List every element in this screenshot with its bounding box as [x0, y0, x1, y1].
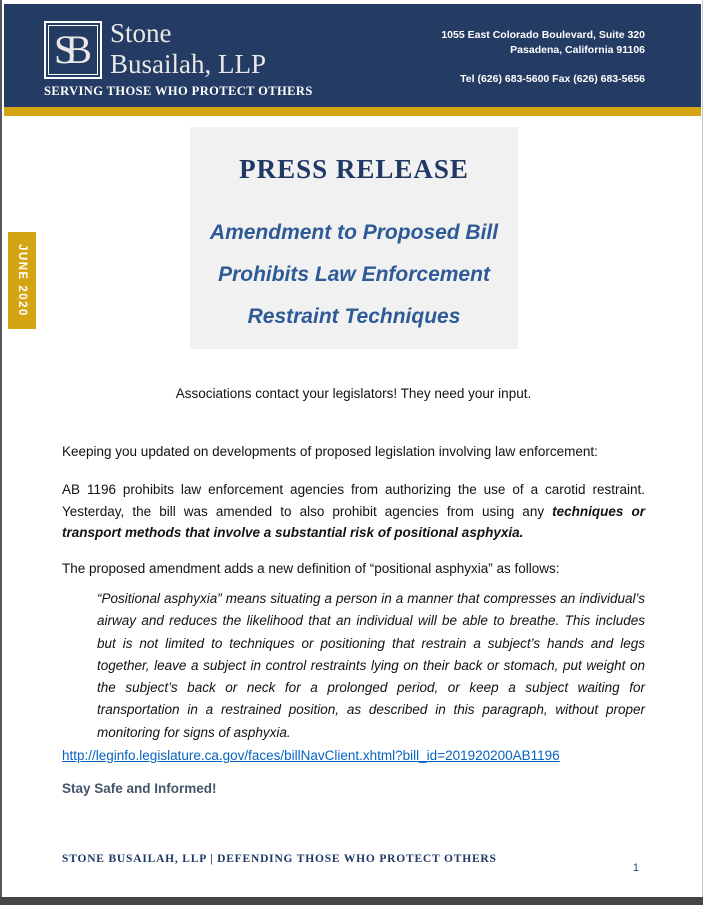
- firm-monogram-icon: SB: [54, 27, 81, 72]
- page-number: 1: [632, 862, 639, 874]
- paragraph-amendment-lead: The proposed amendment adds a new definition of “positional asphyxia” as follows:: [62, 561, 560, 576]
- phone-fax-line: Tel (626) 683-5600 Fax (626) 683-5656: [460, 73, 645, 85]
- closing-line: Stay Safe and Informed!: [62, 781, 217, 796]
- paragraph-bill-summary: [62, 479, 645, 544]
- subtitle-line: Prohibits Law Enforcement: [218, 263, 490, 286]
- firm-name-line2: Busailah, LLP: [110, 49, 266, 79]
- gold-divider-bar: [4, 107, 701, 116]
- issue-date-tab: [8, 232, 36, 329]
- issue-date-label: JUNE 2020: [16, 244, 28, 317]
- firm-logo: [44, 21, 102, 79]
- footer-firm-motto: STONE BUSAILAH, LLP | DEFENDING THOSE WHO PROTECT OTHERS: [62, 853, 497, 865]
- bill-summary-text: AB 1196 prohibits law enforcement agencies from authorizing the use of a carotid restraint. Yesterday, the bill was amended to also prohibit agencies from using any: [62, 482, 645, 519]
- paragraph-intro: Keeping you updated on developments of proposed legislation involving law enforcement:: [62, 444, 598, 459]
- amendment-definition-quote: “Positional asphyxia” means situating a person in a manner that compresses an individual’s airway and reduces the likelihood that an individual will be able to breathe. This includes but is not limited to techniques or positioning that restrain a subject’s hands and legs together, leave a subject in control restraints lying on their back or stomach, put weight on the subject’s back or neck for a prolonged period, or keep a subject waiting for transportation in a restrained position, as described in this paragraph, without proper monitoring for signs of asphyxia.: [97, 591, 645, 740]
- callout-line: Associations contact your legislators! They need your input.: [175, 386, 532, 401]
- subtitle-line: Restraint Techniques: [247, 305, 461, 328]
- bill-summary-emphasis: techniques or transport methods that involve a substantial risk of positional asphyxia.: [62, 503, 645, 540]
- press-release-box: [190, 127, 518, 349]
- firm-tagline: SERVING THOSE WHO PROTECT OTHERS: [44, 84, 313, 98]
- subtitle-line: Amendment to Proposed Bill: [209, 221, 499, 244]
- press-release-subtitle: [190, 212, 518, 338]
- firm-logo-frame: [48, 25, 98, 75]
- bill-hyperlink[interactable]: http://leginfo.legislature.ca.gov/faces/billNavClient.xhtml?bill_id=201920200AB1196: [62, 748, 560, 763]
- address-line2: Pasadena, California 91106: [510, 44, 645, 56]
- firm-name-line1: Stone: [110, 18, 172, 48]
- page-bottom-edge: [0, 897, 703, 905]
- letterhead-header: [4, 4, 701, 107]
- press-release-title: PRESS RELEASE: [239, 154, 469, 184]
- bill-link-line: [62, 748, 560, 763]
- address-line1: 1055 East Colorado Boulevard, Suite 320: [441, 29, 645, 41]
- page-left-edge: [0, 0, 2, 905]
- firm-name: [110, 18, 266, 80]
- firm-contact-block: [441, 28, 645, 87]
